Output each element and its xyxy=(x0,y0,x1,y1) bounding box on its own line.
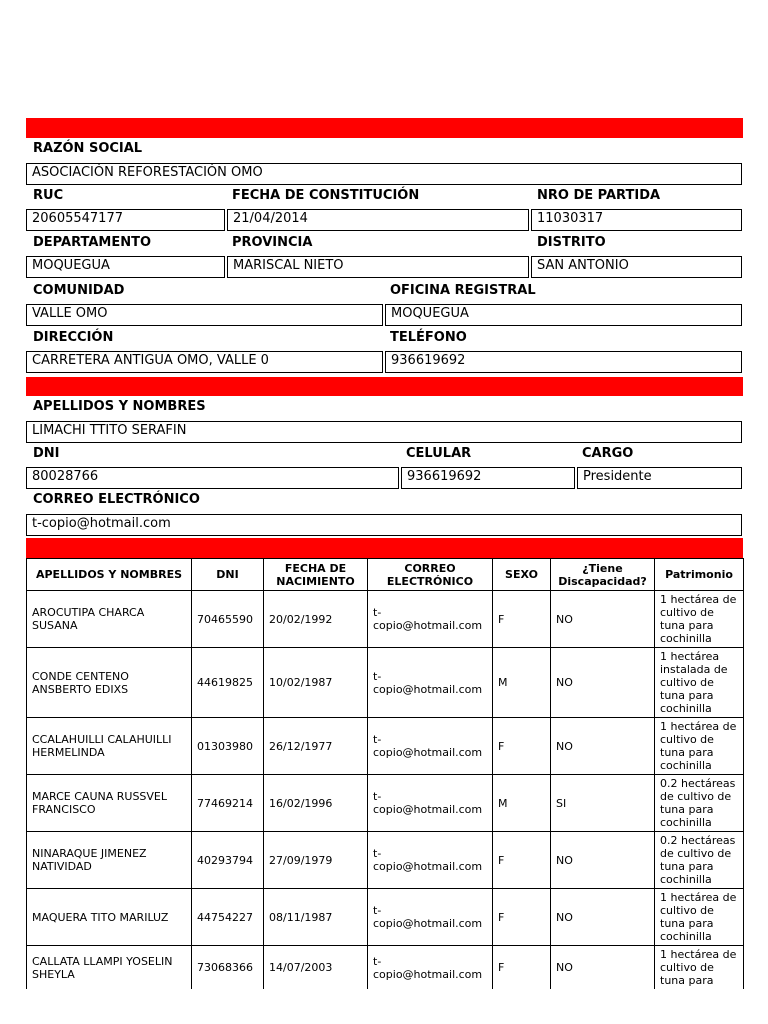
cell-apellidos: CCALAHUILLI CALAHUILLI HERMELINDA xyxy=(27,718,192,775)
rep-dni-field: 80028766 xyxy=(26,467,399,489)
label-dni: DNI xyxy=(33,446,60,461)
cell-fecha-nacimiento: 14/07/2003 xyxy=(264,946,368,990)
cell-sexo: M xyxy=(493,648,551,718)
cell-correo: t-copio@hotmail.com xyxy=(368,832,493,889)
table-row xyxy=(27,648,744,718)
label-comunidad: COMUNIDAD xyxy=(33,283,125,298)
cell-correo: t-copio@hotmail.com xyxy=(368,775,493,832)
cell-correo: t-copio@hotmail.com xyxy=(368,946,493,990)
cell-apellidos: NINARAQUE JIMENEZ NATIVIDAD xyxy=(27,832,192,889)
label-direccion: DIRECCIÓN xyxy=(33,330,114,345)
cell-dni: 77469214 xyxy=(192,775,264,832)
ruc-field: 20605547177 xyxy=(26,209,225,231)
departamento-field: MOQUEGUA xyxy=(26,256,225,278)
cell-discapacidad: NO xyxy=(551,832,655,889)
cell-correo: t-copio@hotmail.com xyxy=(368,718,493,775)
direccion-field: CARRETERA ANTIGUA OMO, VALLE 0 xyxy=(26,351,383,373)
oficina-registral-field: MOQUEGUA xyxy=(385,304,742,326)
cell-apellidos: CALLATA LLAMPI YOSELIN SHEYLA xyxy=(27,946,192,990)
distrito-field: SAN ANTONIO xyxy=(531,256,742,278)
label-celular: CELULAR xyxy=(406,446,472,461)
cell-sexo: F xyxy=(493,718,551,775)
col-header-fecha-nacimiento: FECHA DE NACIMIENTO xyxy=(264,559,368,591)
label-fecha-constitucion: FECHA DE CONSTITUCIÓN xyxy=(232,188,420,203)
cell-dni: 44754227 xyxy=(192,889,264,946)
table-row xyxy=(27,718,744,775)
cell-discapacidad: SI xyxy=(551,775,655,832)
label-provincia: PROVINCIA xyxy=(232,235,313,250)
cell-dni: 73068366 xyxy=(192,946,264,990)
members-table xyxy=(26,558,744,989)
razon-social-field: ASOCIACIÓN REFORESTACIÓN OMO xyxy=(26,163,742,185)
cell-dni: 40293794 xyxy=(192,832,264,889)
col-header-sexo: SEXO xyxy=(493,559,551,591)
table-row xyxy=(27,591,744,648)
table-header-row xyxy=(27,559,744,591)
cell-patrimonio: 1 hectárea de cultivo de tuna para cochinilla xyxy=(655,718,744,775)
col-header-dni: DNI xyxy=(192,559,264,591)
cell-discapacidad: NO xyxy=(551,946,655,990)
label-apellidos-nombres: APELLIDOS Y NOMBRES xyxy=(33,399,206,414)
label-correo: CORREO ELECTRÓNICO xyxy=(33,492,200,507)
col-header-correo: CORREO ELECTRÓNICO xyxy=(368,559,493,591)
cell-apellidos: MAQUERA TITO MARILUZ xyxy=(27,889,192,946)
cell-patrimonio: 1 hectárea de cultivo de tuna para xyxy=(655,946,744,990)
cell-correo: t-copio@hotmail.com xyxy=(368,889,493,946)
table-row xyxy=(27,889,744,946)
cell-correo: t-copio@hotmail.com xyxy=(368,648,493,718)
cell-fecha-nacimiento: 10/02/1987 xyxy=(264,648,368,718)
cell-fecha-nacimiento: 08/11/1987 xyxy=(264,889,368,946)
label-ruc: RUC xyxy=(33,188,64,203)
label-cargo: CARGO xyxy=(582,446,634,461)
table-row xyxy=(27,946,744,990)
cell-discapacidad: NO xyxy=(551,591,655,648)
cell-fecha-nacimiento: 27/09/1979 xyxy=(264,832,368,889)
cell-sexo: F xyxy=(493,889,551,946)
col-header-patrimonio: Patrimonio xyxy=(655,559,744,591)
cell-fecha-nacimiento: 26/12/1977 xyxy=(264,718,368,775)
cell-sexo: F xyxy=(493,832,551,889)
label-telefono: TELÉFONO xyxy=(390,330,467,345)
cell-sexo: F xyxy=(493,591,551,648)
rep-cargo-field: Presidente xyxy=(577,467,742,489)
provincia-field: MARISCAL NIETO xyxy=(227,256,529,278)
cell-patrimonio: 1 hectárea de cultivo de tuna para cochinilla xyxy=(655,889,744,946)
cell-patrimonio: 1 hectárea instalada de cultivo de tuna para cochinilla xyxy=(655,648,744,718)
cell-dni: 01303980 xyxy=(192,718,264,775)
cell-dni: 44619825 xyxy=(192,648,264,718)
label-distrito: DISTRITO xyxy=(537,235,606,250)
rep-celular-field: 936619692 xyxy=(401,467,575,489)
table-row xyxy=(27,832,744,889)
cell-patrimonio: 1 hectárea de cultivo de tuna para cochinilla xyxy=(655,591,744,648)
cell-apellidos: CONDE CENTENO ANSBERTO EDIXS xyxy=(27,648,192,718)
cell-apellidos: AROCUTIPA CHARCA SUSANA xyxy=(27,591,192,648)
label-nro-partida: NRO DE PARTIDA xyxy=(537,188,661,203)
label-departamento: DEPARTAMENTO xyxy=(33,235,152,250)
label-razon-social: RAZÓN SOCIAL xyxy=(33,141,143,156)
nro-partida-field: 11030317 xyxy=(531,209,742,231)
cell-patrimonio: 0.2 hectáreas de cultivo de tuna para cochinilla xyxy=(655,775,744,832)
cell-apellidos: MARCE CAUNA RUSSVEL FRANCISCO xyxy=(27,775,192,832)
cell-fecha-nacimiento: 16/02/1996 xyxy=(264,775,368,832)
cell-fecha-nacimiento: 20/02/1992 xyxy=(264,591,368,648)
cell-discapacidad: NO xyxy=(551,889,655,946)
col-header-apellidos: APELLIDOS Y NOMBRES xyxy=(27,559,192,591)
table-row xyxy=(27,775,744,832)
rep-correo-field: t-copio@hotmail.com xyxy=(26,514,742,536)
cell-correo: t-copio@hotmail.com xyxy=(368,591,493,648)
cell-discapacidad: NO xyxy=(551,648,655,718)
col-header-discapacidad: ¿Tiene Discapacidad? xyxy=(551,559,655,591)
telefono-field: 936619692 xyxy=(385,351,742,373)
cell-discapacidad: NO xyxy=(551,718,655,775)
rep-apellidos-nombres-field: LIMACHI TTITO SERAFIN xyxy=(26,421,742,443)
cell-patrimonio: 0.2 hectáreas de cultivo de tuna para cochinilla xyxy=(655,832,744,889)
comunidad-field: VALLE OMO xyxy=(26,304,383,326)
cell-sexo: F xyxy=(493,946,551,990)
cell-sexo: M xyxy=(493,775,551,832)
fecha-constitucion-field: 21/04/2014 xyxy=(227,209,529,231)
cell-dni: 70465590 xyxy=(192,591,264,648)
label-oficina-registral: OFICINA REGISTRAL xyxy=(390,283,536,298)
